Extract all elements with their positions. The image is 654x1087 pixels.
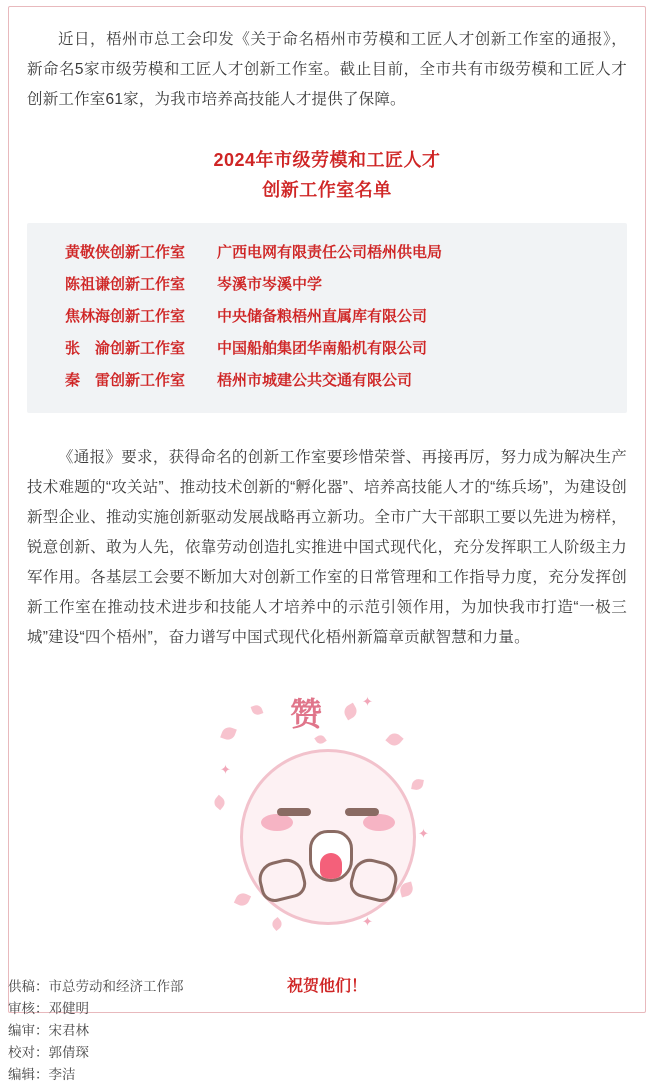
flower-petal-icon <box>234 891 251 908</box>
list-item <box>27 301 627 333</box>
eye-left <box>277 808 311 816</box>
credit-line: 编辑：李洁 <box>8 1067 76 1082</box>
hand-left-icon <box>255 855 309 905</box>
credit-line: 供稿：市总劳动和经济工作部 <box>8 979 184 994</box>
open-mouth <box>309 830 353 882</box>
cheek-blush-left <box>261 814 293 831</box>
congratulations-text: 祝贺他们！ <box>286 978 367 995</box>
credit-line: 校对：郭倩琛 <box>8 1045 89 1060</box>
studio-name: 黄敬侠创新工作室 <box>65 244 186 261</box>
flower-petal-icon <box>411 778 424 791</box>
celebration-sticker <box>212 687 442 937</box>
sparkle-icon: ✦ <box>362 694 373 709</box>
hand-right-icon <box>347 855 401 905</box>
paragraph-intro: 近日，梧州市总工会印发《关于命名梧州市劳模和工匠人才创新工作室的通报》，新命名5家市级劳模和工匠人才创新工作室。截止目前，全市共有市级劳模和工匠人才创新工作室61家，为我市培养高技能人才提供了保障。 <box>27 31 627 108</box>
list-title <box>27 145 627 205</box>
list-title-line-2: 创新工作室名单 <box>262 180 392 200</box>
studio-unit: 梧州市城建公共交通有限公司 <box>217 372 413 389</box>
list-item <box>27 333 627 365</box>
sparkle-icon: ✦ <box>220 762 231 777</box>
studio-unit: 中央储备粮梧州直属库有限公司 <box>217 308 428 325</box>
studio-list <box>27 223 627 413</box>
flower-petal-icon <box>212 795 227 810</box>
credits-block <box>8 976 646 1086</box>
flower-petal-icon <box>270 917 284 931</box>
smiley-face-icon <box>240 749 416 925</box>
sparkle-icon: ✦ <box>418 826 429 841</box>
flower-petal-icon <box>251 704 264 717</box>
studio-unit: 中国船舶集团华南船机有限公司 <box>217 340 428 357</box>
eye-right <box>345 808 379 816</box>
list-item <box>27 269 627 301</box>
tongue <box>320 853 342 879</box>
credit-line: 审核：邓健明 <box>8 1001 89 1016</box>
studio-unit: 广西电网有限责任公司梧州供电局 <box>217 244 443 261</box>
studio-unit: 岑溪市岑溪中学 <box>217 276 323 293</box>
article-card <box>8 6 646 1013</box>
flower-petal-icon <box>314 733 327 746</box>
flower-petal-icon <box>220 725 237 742</box>
flower-petal-icon <box>385 730 403 748</box>
cheek-blush-right <box>363 814 395 831</box>
studio-name: 焦林海创新工作室 <box>65 308 186 325</box>
studio-name: 张 渝创新工作室 <box>65 340 186 357</box>
sparkle-icon: ✦ <box>362 914 373 929</box>
sticker-zan-text: 赞 <box>290 696 324 732</box>
credit-line: 编审：宋君林 <box>8 1023 89 1038</box>
paragraph-body: 《通报》要求，获得命名的创新工作室要珍惜荣誉、再接再厉，努力成为解决生产技术难题的“攻关站”、推动技术创新的“孵化器”、培养高技能人才的“练兵场”，为建设创新型企业、推动实施创新驱动发展战略再立新功。全市广大干部职工要以先进为榜样，锐意创新、敢为人先，依靠劳动创造扎实推进中国式现代化，充分发挥职工人阶级主力军作用。各基层工会要不断加大对创新工作室的日常管理和工作指导力度，充分发挥创新工作室在推动技术进步和技能人才培养中的示范引领作用，为加快我市打造“一极三城”建设“四个梧州”，奋力谱写中国式现代化梧州新篇章贡献智慧和力量。 <box>27 449 627 646</box>
list-item <box>27 237 627 269</box>
list-title-line-1: 2024年市级劳模和工匠人才 <box>213 150 441 170</box>
list-item <box>27 365 627 397</box>
flower-petal-icon <box>342 703 360 721</box>
studio-name: 秦 雷创新工作室 <box>65 372 186 389</box>
studio-name: 陈祖谦创新工作室 <box>65 276 186 293</box>
